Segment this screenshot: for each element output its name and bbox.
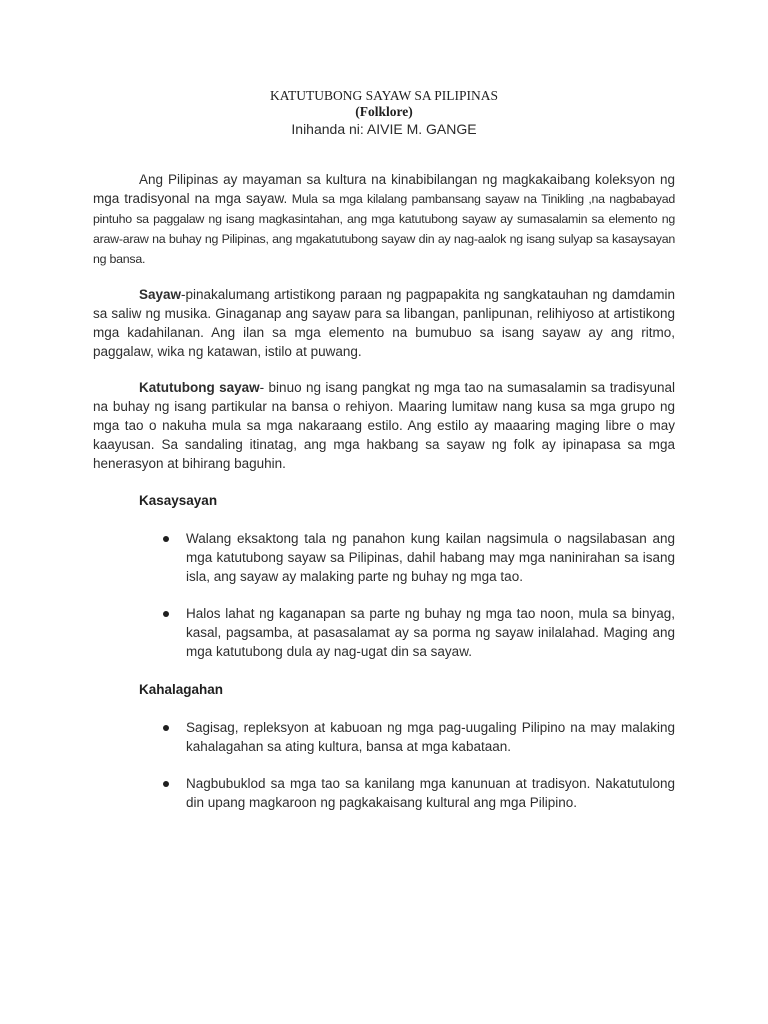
katutubong-paragraph bbox=[93, 378, 675, 473]
kasaysayan-bullet-1: Walang eksaktong tala ng panahon kung kailan nagsimula o nagsilabasan ang mga katutubong sayaw sa Pilipinas, dahil habang may mga naninirahan sa isang isla, ang sayaw ay malaking parte ng buhay ng mga tao. bbox=[186, 531, 675, 584]
kasaysayan-bullet-2: Halos lahat ng kaganapan sa parte ng buhay ng mga tao noon, mula sa binyag, kasal, pagsamba, at pasasalamat ay sa porma ng sayaw inilalahad. Maging ang mga katutubong dula ay nag-ugat din sa sayaw. bbox=[186, 606, 675, 659]
kahalagahan-bullet-2: Nagbubuklod sa mga tao sa kanilang mga kanunuan at tradisyon. Nakatutulong din upang magkaroon ng pagkakaisang kultural ang mga Pilipino. bbox=[186, 776, 675, 810]
kahalagahan-bullet-1: Sagisag, repleksyon at kabuoan ng mga pag-uugaling Pilipino na may malaking kahalagahan sa ating kultura, bansa at mga kabataan. bbox=[186, 720, 675, 754]
katutubong-definition: - binuo ng isang pangkat ng mga tao na sumasalamin sa tradisyunal na buhay ng isang partikular na bansa o rehiyon. Maaring lumitaw nang kusa sa mga grupo ng mga tao o nakuha mula sa mga nakaraang estilo. Ang estilo ay maaaring maging libre o may kaayusan. Sa sandaling itinatag, ang mga hakbang sa sayaw ng folk ay ipinapasa sa mga henerasyon at bihirang baguhin. bbox=[93, 380, 675, 471]
katutubong-term: Katutubong sayaw bbox=[139, 380, 260, 395]
document-title: KATUTUBONG SAYAW SA PILIPINAS bbox=[269, 88, 499, 103]
sayaw-paragraph bbox=[93, 285, 675, 361]
bullet-dot bbox=[163, 725, 169, 731]
kasaysayan-heading: Kasaysayan bbox=[139, 493, 218, 508]
intro-paragraph bbox=[93, 170, 675, 269]
intro-line-1: Ang Pilipinas ay mayaman sa kultura na kinabibilangan ng magkakaibang koleksyon ng mga tradisyonal na mga sayaw. bbox=[93, 172, 675, 206]
kahalagahan-heading: Kahalagahan bbox=[139, 682, 224, 697]
bullet-dot bbox=[163, 536, 169, 542]
sayaw-term: Sayaw bbox=[139, 287, 182, 302]
bullet-dot bbox=[163, 611, 169, 617]
intro-rest: Mula sa mga kilalang pambansang sayaw na Tinikling ,na nagbabayad pintuho sa paggalaw ng isang magkasintahan, ang mga katutubong sayaw ay sumasalamin sa elemento ng araw-araw na buhay ng Pilipinas, ang mgakatutubong sayaw din ay nag-aalok ng isang sulyap sa kasaysayan ng bansa. bbox=[93, 192, 675, 266]
sayaw-definition: -pinakalumang artistikong paraan ng pagpapakita ng sangkatauhan ng damdamin sa saliw ng musika. Ginaganap ang sayaw para sa libangan, panlipunan, relihiyoso at artistikong mga kadahilanan. Ang ilan sa mga elemento na bumubuo sa isang sayaw ay ang ritmo, paggalaw, wika ng katawan, istilo at puwang. bbox=[93, 287, 675, 359]
bullet-dot bbox=[163, 781, 169, 787]
document-author: Inihanda ni: AIVIE M. GANGE bbox=[291, 121, 477, 137]
document-subtitle: (Folklore) bbox=[355, 104, 413, 119]
